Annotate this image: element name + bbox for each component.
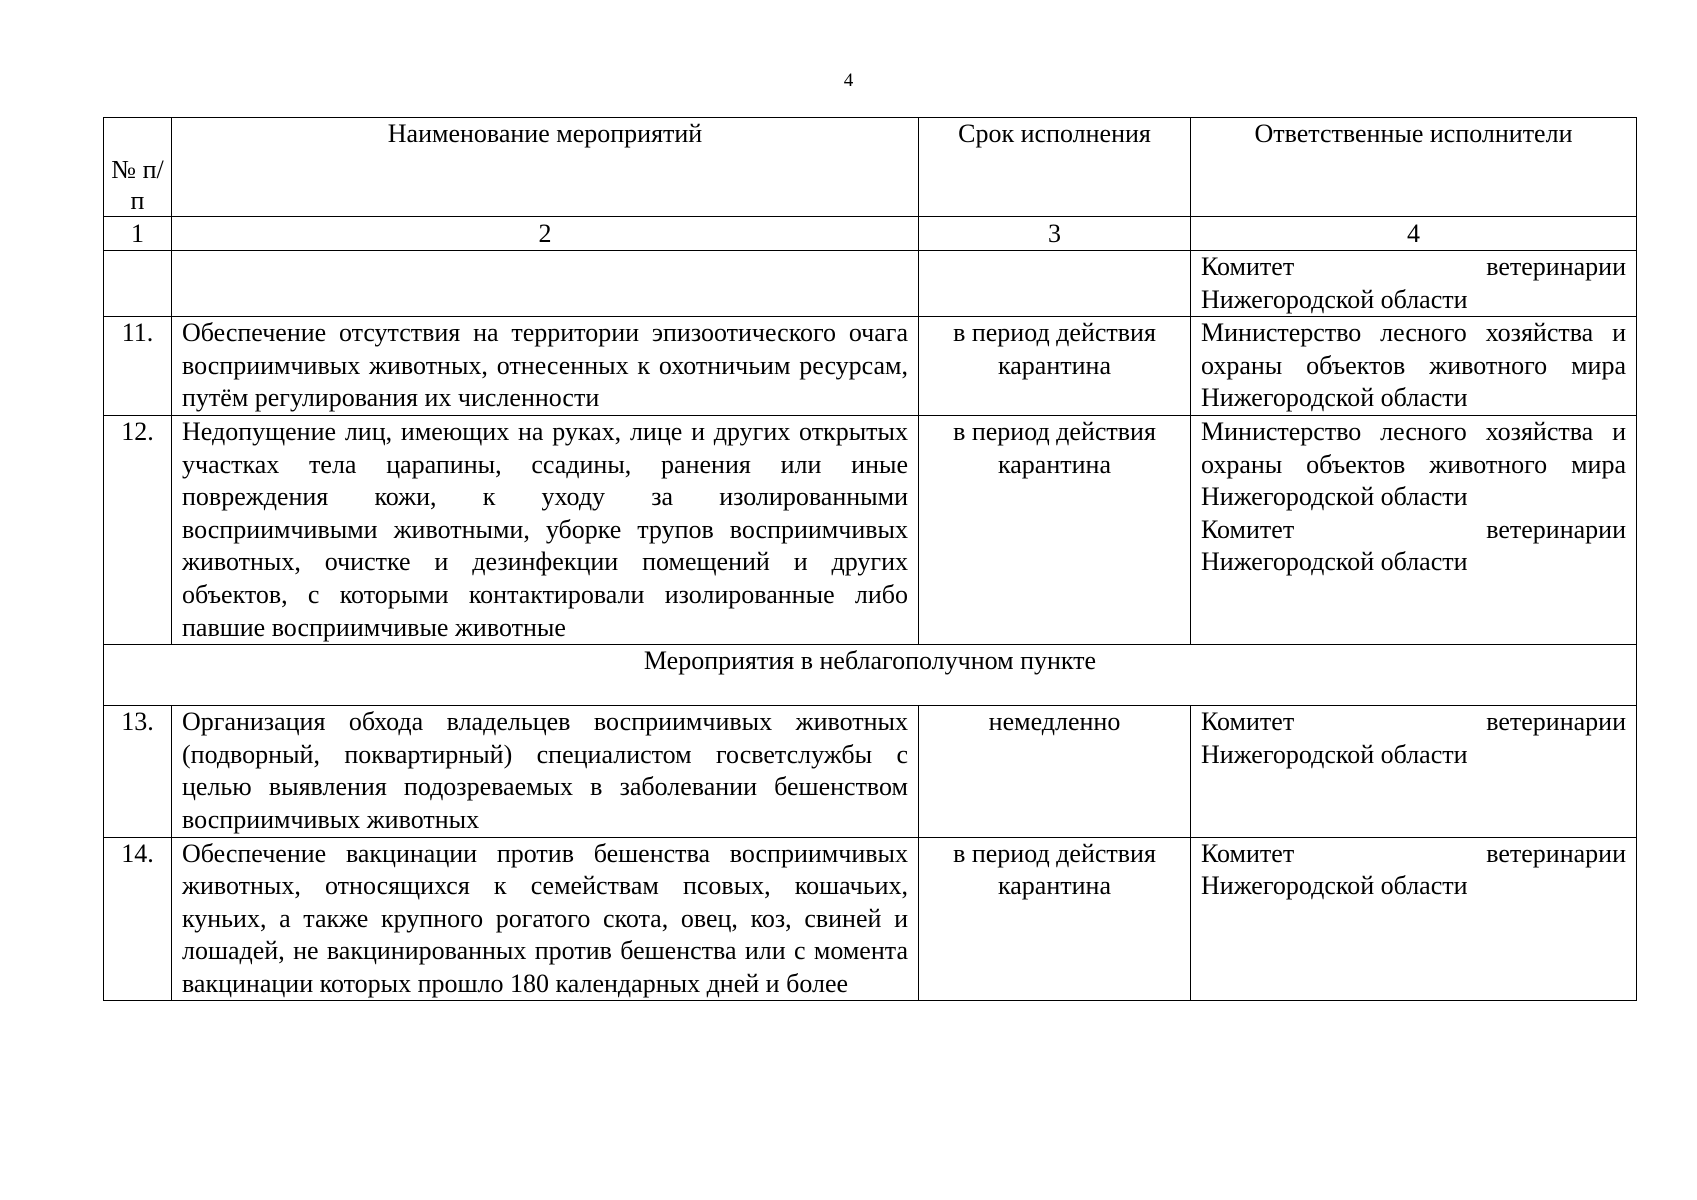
section-title: Мероприятия в неблагополучном пункте [104, 645, 1637, 706]
responsible-line [1201, 251, 1626, 284]
section-row [104, 645, 1637, 706]
header-name: Наименование мероприятий [172, 118, 919, 217]
row-num: 11. [104, 317, 172, 416]
responsible-line [1201, 514, 1626, 547]
column-number-row [104, 217, 1637, 251]
responsible-line: Нижегородской области [1201, 284, 1468, 314]
row-name: Недопущение лиц, имеющих на руках, лице и других открытых участках тела царапины, ссадины, ранения или иные повреждения кожи, к уходу за изолированными восприимчивыми животными, уборке трупов восприимчивых животных, очистке и дезинфекции помещений и других объектов, с которыми контактировали изолированные либо павшие восприимчивые животные [172, 415, 919, 644]
table-row [104, 706, 1637, 837]
row-term: в период действия карантина [919, 415, 1191, 644]
responsible-line: Нижегородской области [1201, 739, 1468, 769]
responsible-line [1201, 706, 1626, 739]
responsible-line [1201, 838, 1626, 871]
table-row [104, 837, 1637, 1001]
table-row [104, 317, 1637, 416]
column-number-2: 2 [172, 217, 919, 251]
row-responsible [1191, 706, 1637, 837]
row-num: 12. [104, 415, 172, 644]
responsible-word: ветеринарии [1486, 707, 1626, 737]
row-num: 14. [104, 837, 172, 1001]
column-number-3: 3 [919, 217, 1191, 251]
row-responsible [1191, 837, 1637, 1001]
row-num [104, 251, 172, 317]
responsible-line: Нижегородской области [1201, 871, 1468, 901]
responsible-word: ветеринарии [1486, 252, 1626, 281]
responsible-word: ветеринарии [1486, 514, 1626, 544]
row-name [172, 251, 919, 317]
row-responsible [1191, 415, 1637, 644]
table-header-row [104, 118, 1637, 217]
responsible-word: Комитет [1201, 838, 1295, 868]
row-term: немедленно [919, 706, 1191, 837]
responsible-word: Комитет [1201, 707, 1295, 737]
responsible-word: Комитет [1201, 514, 1295, 544]
row-name: Организация обхода владельцев восприимчивых животных (подворный, поквартирный) специалистом госветслужбы с целью выявления подозреваемых в заболевании бешенством восприимчивых животных [172, 706, 919, 837]
table-row [104, 251, 1637, 317]
row-num: 13. [104, 706, 172, 837]
table-row [104, 415, 1637, 644]
column-number-1: 1 [104, 217, 172, 251]
responsible-word: ветеринарии [1486, 838, 1626, 868]
header-num: № п/п [104, 118, 172, 217]
measures-table [103, 117, 1637, 1001]
row-name: Обеспечение вакцинации против бешенства восприимчивых животных, относящихся к семействам псовых, кошачьих, куньих, а также крупного рогатого скота, овец, коз, свиней и лошадей, не вакцинированных против бешенства или с момента вакцинации которых прошло 180 календарных дней и более [172, 837, 919, 1001]
responsible-line: Нижегородской области [1201, 547, 1468, 577]
responsible-block: Министерство лесного хозяйства и охраны объектов животного мира Нижегородской области [1201, 416, 1626, 512]
row-responsible: Министерство лесного хозяйства и охраны объектов животного мира Нижегородской области [1191, 317, 1637, 416]
row-term: в период действия карантина [919, 317, 1191, 416]
responsible-word: Комитет [1201, 252, 1295, 281]
column-number-4: 4 [1191, 217, 1637, 251]
header-responsible: Ответственные исполнители [1191, 118, 1637, 217]
row-name: Обеспечение отсутствия на территории эпизоотического очага восприимчивых животных, отнесенных к охотничьим ресурсам, путём регулирования их численности [172, 317, 919, 416]
row-term: в период действия карантина [919, 837, 1191, 1001]
row-term [919, 251, 1191, 317]
row-responsible [1191, 251, 1637, 317]
header-term: Срок исполнения [919, 118, 1191, 217]
page-number: 4 [843, 70, 854, 91]
